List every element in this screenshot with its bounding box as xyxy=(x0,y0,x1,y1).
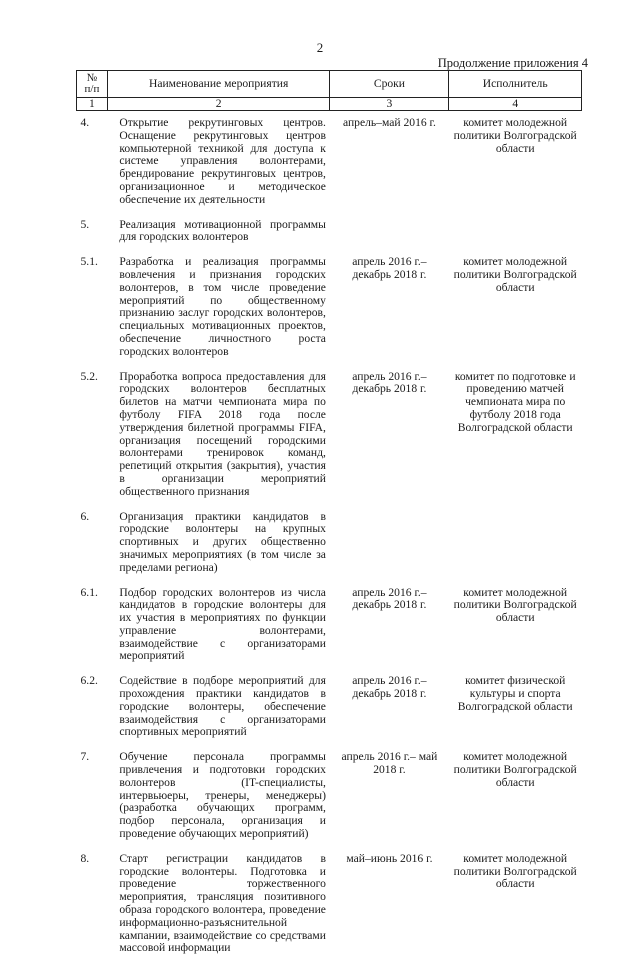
column-index: 4 xyxy=(449,98,582,111)
header-name: Наименование мероприятия xyxy=(107,71,330,98)
row-name: Открытие рекрутинговых центров. Оснащение рекрутинговых центров компьютерной техникой для доступа к системе управления волонтерами, брендирование рекрутинговых центров, организационное и методическое обеспечение их деятельности xyxy=(119,116,326,206)
row-num: 6. xyxy=(80,509,90,523)
row-exec xyxy=(449,219,582,257)
table-row xyxy=(77,111,582,219)
row-term: май–июнь 2016 г. xyxy=(346,851,433,865)
events-table xyxy=(76,70,582,967)
row-name: Содействие в подборе мероприятий для прохождения практики кандидатов в городские волонтеры, обеспечение взаимодействия с организаторами спортивных мероприятий xyxy=(119,674,326,739)
row-num: 6.2. xyxy=(80,674,98,688)
row-term: апрель–май 2016 г. xyxy=(342,116,436,129)
row-exec: комитет молодежной политики Волгоградской области xyxy=(453,255,577,294)
page-number: 2 xyxy=(316,40,324,55)
row-num: 5.2. xyxy=(80,369,98,383)
row-exec: комитет физической культуры и спорта Волгоградской области xyxy=(457,674,573,713)
column-index: 2 xyxy=(107,98,330,111)
row-num: 6.1. xyxy=(80,585,98,599)
row-name: Подбор городских волонтеров из числа кандидатов в городские волонтеры для их участия в мероприятиях по функции управление волонтерами, взаимодействие с организаторами мероприятий xyxy=(119,585,326,663)
row-num: 5. xyxy=(80,217,90,231)
header-exec: Исполнитель xyxy=(449,71,582,98)
column-index: 1 xyxy=(77,98,108,111)
row-term: апрель 2016 г.– декабрь 2018 г. xyxy=(352,255,427,281)
row-num: 5.1. xyxy=(80,255,98,269)
column-index: 3 xyxy=(330,98,449,111)
row-num: 4. xyxy=(80,116,90,129)
row-name: Старт регистрации кандидатов в городские волонтеры. Подготовка и проведение торжественного мероприятия, трансляция позитивного образа городского волонтера, проведение информационно-разъяснительной кампании, взаимодействие со средствами массовой информации xyxy=(119,851,326,955)
row-exec: комитет молодежной политики Волгоградской области xyxy=(453,750,577,789)
row-name: Разработка и реализация программы вовлечения и признания городских волонтеров, в том числе проведение мероприятий по общественному признанию заслуг городских волонтеров, специальных мотивационных проектов, обеспечение личностного роста городских волонтеров xyxy=(119,255,326,358)
row-name: Обучение персонала программы привлечения и подготовки городских волонтеров (IT-специалисты, интервьюеры, тренеры, менеджеры) (разработка обучающих программ, подбор персонала, организация и проведение обучающих мероприятий) xyxy=(119,750,326,841)
table-row xyxy=(77,256,582,370)
row-exec: комитет по подготовке и проведению матчей чемпионата мира по футболу 2018 года Волгоградской области xyxy=(454,369,576,434)
row-term: апрель 2016 г.– май 2018 г. xyxy=(341,750,438,777)
row-exec: комитет молодежной политики Волгоградской области xyxy=(453,851,577,891)
row-num: 7. xyxy=(80,750,90,764)
table-row xyxy=(77,511,582,587)
row-term: апрель 2016 г.– декабрь 2018 г. xyxy=(352,674,427,701)
table-row xyxy=(77,587,582,676)
continuation-label: Продолжение приложения 4 xyxy=(437,56,588,70)
table-row xyxy=(77,675,582,751)
row-exec: комитет молодежной политики Волгоградской области xyxy=(453,585,577,625)
table-row xyxy=(77,751,582,853)
header-num: № п/п xyxy=(77,71,108,98)
column-index-row xyxy=(77,98,582,111)
table-row xyxy=(77,371,582,511)
row-term: апрель 2016 г.– декабрь 2018 г. xyxy=(352,369,427,396)
row-name: Проработка вопроса предоставления для городских волонтеров бесплатных билетов на матчи чемпионата мира по футболу FIFA 2018 года после утверждения билетной программы FIFA, организация посещений городскими волонтерами тренировок команд, репетиций открытия (закрытия), участия в организации мероприятий общественного признания xyxy=(119,369,326,498)
row-exec: комитет молодежной политики Волгоградской области xyxy=(453,116,577,155)
table-row xyxy=(77,853,582,967)
row-name: Организация практики кандидатов в городские волонтеры на крупных спортивных и других общественно значимых мероприятиях (в том числе за пределами региона) xyxy=(119,509,326,574)
row-name: Реализация мотивационной программы для городских волонтеров xyxy=(119,217,326,244)
row-exec xyxy=(449,511,582,587)
row-term xyxy=(330,219,449,257)
row-term xyxy=(330,511,449,587)
table-row xyxy=(77,219,582,257)
row-term: апрель 2016 г.– декабрь 2018 г. xyxy=(352,585,427,612)
row-num: 8. xyxy=(80,851,90,865)
header-term: Сроки xyxy=(330,71,449,98)
table-header-row xyxy=(77,71,582,98)
